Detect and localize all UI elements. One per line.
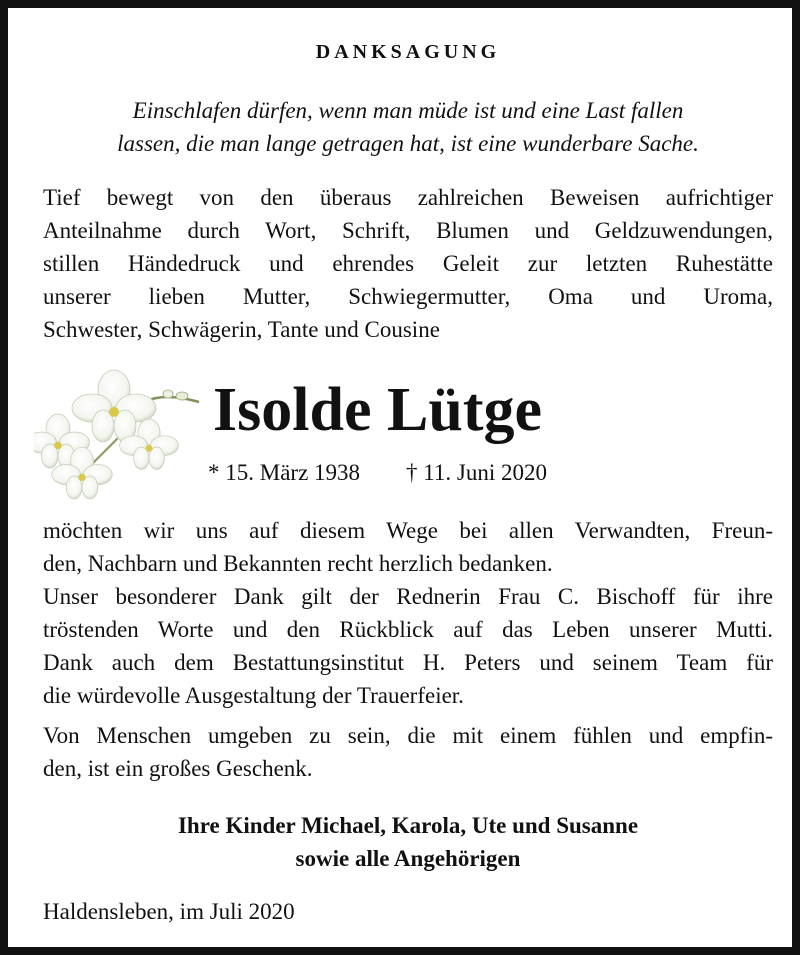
life-dates [208,458,547,488]
intro-line: Anteilnahme durch Wort, Schrift, Blumen und Geldzuwendungen, [43,218,773,243]
intro-line: stillen Händedruck und ehrendes Geleit zur letzten Ruhestätte [43,251,773,276]
orchid-flower-icon [34,362,204,507]
intro-line: Tief bewegt von den überaus zahlreichen Beweisen aufrichtiger [43,185,773,210]
motto-quote [38,94,778,160]
death-date: † 11. Juni 2020 [406,460,548,485]
closing-line: den, ist ein großes Geschenk. [43,756,313,781]
notice-heading: DANKSAGUNG [315,41,501,63]
birth-date: * 15. März 1938 [208,460,361,485]
thanks-line: möchten wir uns auf diesem Wege bei allen Verwandten, Freun- [43,518,773,543]
closing-paragraph [43,719,773,785]
intro-line: unserer lieben Mutter, Schwiegermutter, Oma und Uroma, [43,284,773,309]
closing-line: Von Menschen umgeben zu sein, die mit einem fühlen und empfin- [43,723,773,748]
thanks-line: tröstenden Worte und den Rückblick auf das Leben unserer Mutti. [43,617,773,642]
intro-paragraph [43,181,773,346]
thanks-line: Dank auch dem Bestattungsinstitut H. Peters und seinem Team für [43,650,773,675]
signature-block [8,809,800,875]
signature-line-2: sowie alle Angehörigen [295,846,521,871]
thanks-paragraph [43,514,773,712]
thanks-line: Unser besonderer Dank gilt der Rednerin Frau C. Bischoff für ihre [43,584,773,609]
deceased-name: Isolde Lütge [213,376,542,444]
motto-line-1: Einschlafen dürfen, wenn man müde ist und eine Last fallen [132,98,684,123]
thanks-line: die würdevolle Ausgestaltung der Trauerfeier. [43,683,464,708]
signature-line-1: Ihre Kinder Michael, Karola, Ute und Susanne [177,813,639,838]
motto-line-2: lassen, die man lange getragen hat, ist eine wunderbare Sache. [117,131,699,156]
thanks-line: den, Nachbarn und Bekannten recht herzlich bedanken. [43,551,553,576]
place-and-date: Haldensleben, im Juli 2020 [43,899,295,924]
intro-line: Schwester, Schwägerin, Tante und Cousine [43,317,440,342]
